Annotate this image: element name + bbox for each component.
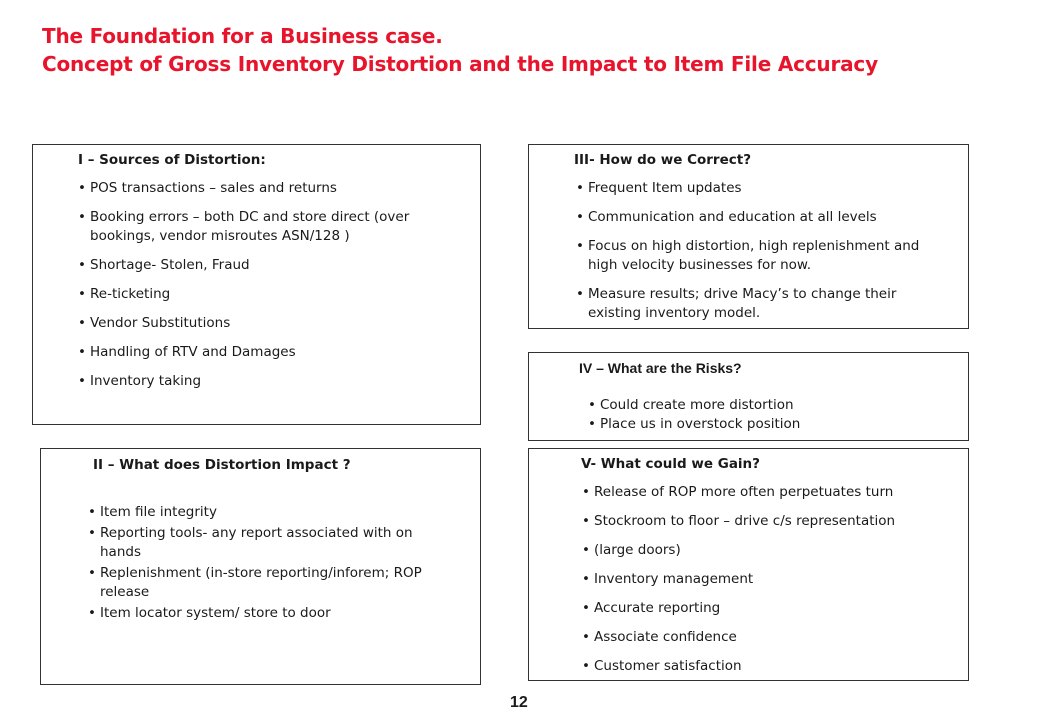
list-item (88, 564, 422, 602)
list-item (588, 415, 800, 434)
list-item (582, 483, 895, 502)
list-item (582, 657, 895, 676)
box-heading: III- How do we Correct? (574, 152, 752, 168)
how-do-we-correct-box (528, 144, 969, 329)
item-text: Could create more distortion (600, 397, 794, 413)
box-heading: II – What does Distortion Impact ? (93, 457, 351, 473)
title-line-2: Concept of Gross Inventory Distortion and the Impact to Item File Accuracy (42, 52, 878, 76)
list-item-continuation (582, 541, 895, 560)
item-text: Associate confidence (594, 629, 737, 645)
item-text: Frequent Item updates (588, 180, 742, 196)
sources-of-distortion-box (32, 144, 481, 425)
what-could-we-gain-box (528, 448, 969, 681)
item-text: Release of ROP more often perpetuates turn (594, 484, 894, 500)
item-text-cont: release (100, 584, 150, 600)
item-text: Item file integrity (100, 504, 217, 520)
item-text: Communication and education at all levels (588, 209, 877, 225)
list-item (78, 256, 409, 275)
item-text: Inventory taking (90, 373, 202, 389)
item-text: Inventory management (594, 571, 754, 587)
slide-title (42, 22, 878, 78)
risks-list (588, 396, 800, 434)
list-item (78, 343, 409, 362)
list-item (78, 372, 409, 391)
list-item (576, 179, 919, 198)
distortion-sources-list (78, 179, 409, 391)
list-item (78, 208, 409, 246)
box-heading: IV – What are the Risks? (579, 360, 742, 376)
list-item (582, 599, 895, 618)
item-text: Customer satisfaction (594, 658, 742, 674)
item-text: Stockroom to floor – drive c/s representation (594, 513, 896, 529)
gains-list (582, 483, 895, 676)
item-text: Shortage- Stolen, Fraud (90, 257, 250, 273)
list-item (582, 628, 895, 647)
item-text: POS transactions – sales and returns (90, 180, 337, 196)
item-text-cont: hands (100, 544, 141, 560)
list-item (78, 314, 409, 333)
list-item (78, 285, 409, 304)
item-text: Handling of RTV and Damages (90, 344, 296, 360)
list-item (588, 396, 800, 415)
item-text: Booking errors – both DC and store direct (over (90, 209, 410, 225)
impact-list (88, 503, 422, 623)
list-item (78, 179, 409, 198)
list-item (582, 570, 895, 589)
corrections-list (576, 179, 919, 323)
item-text: Re-ticketing (90, 286, 171, 302)
box-heading: I – Sources of Distortion: (78, 152, 266, 168)
item-text: Focus on high distortion, high replenishment and (588, 238, 920, 254)
item-text: Item locator system/ store to door (100, 605, 331, 621)
item-text: Accurate reporting (594, 600, 721, 616)
list-item (582, 512, 895, 531)
item-text: Reporting tools- any report associated with on (100, 525, 413, 541)
item-text-cont: existing inventory model. (588, 305, 761, 321)
item-text: Vendor Substitutions (90, 315, 231, 331)
box-heading: V- What could we Gain? (581, 456, 761, 472)
item-text-cont: high velocity businesses for now. (588, 257, 812, 273)
list-item (576, 208, 919, 227)
page-number: 12 (510, 694, 528, 711)
list-item (88, 503, 422, 522)
risks-box (528, 352, 969, 441)
distortion-impact-box (40, 448, 481, 685)
item-text: Place us in overstock position (600, 416, 801, 432)
list-item (88, 524, 422, 562)
item-text: Measure results; drive Macy’s to change their (588, 286, 897, 302)
list-item (88, 604, 422, 623)
list-item (576, 285, 919, 323)
title-line-1: The Foundation for a Business case. (42, 24, 443, 48)
list-item (576, 237, 919, 275)
item-text: (large doors) (594, 542, 681, 558)
item-text: Replenishment (in-store reporting/inforem; ROP (100, 565, 422, 581)
item-text-cont: bookings, vendor misroutes ASN/128 ) (90, 228, 350, 244)
